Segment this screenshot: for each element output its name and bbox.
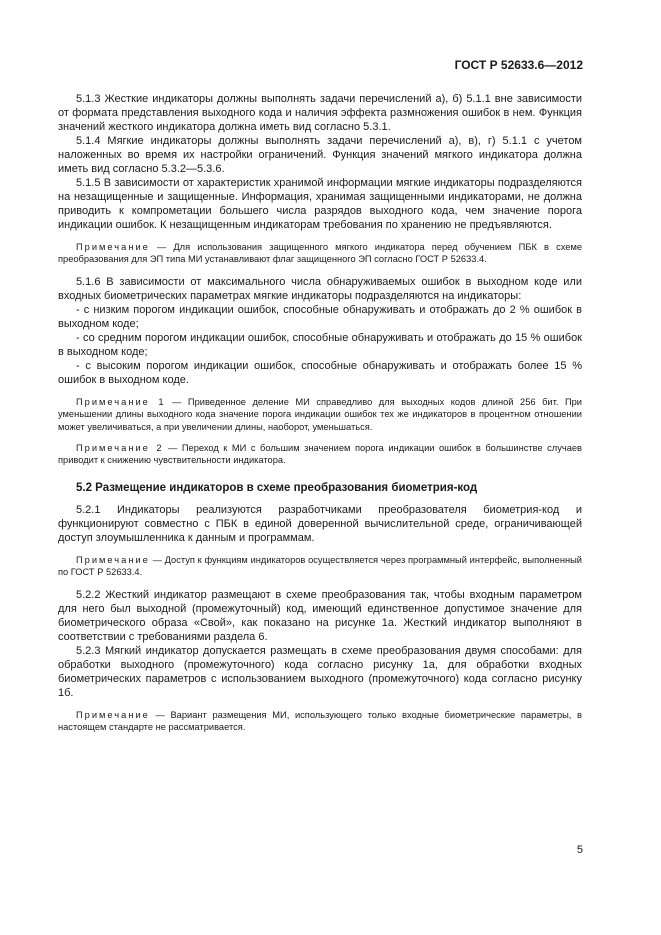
note-protected-indicator: [58, 241, 582, 266]
paragraph-5-1-3: 5.1.3 Жесткие индикаторы должны выполнять задачи перечислений а), б) 5.1.1 вне зависимости от формата представления выходного кода и наличия эффекта размножения ошибок в нем. Функция значений жесткого индикатора должна иметь вид согласно 5.3.1.: [58, 93, 582, 133]
note-label: Примечание: [76, 242, 150, 252]
paragraph-5-1-6: 5.1.6 В зависимости от максимального числа обнаруживаемых ошибок в выходном коде или входных биометрических параметрах мягкие индикаторы подразделяются на индикаторы:: [58, 275, 582, 302]
list-item-low-threshold: - с низким порогом индикации ошибок, способные обнаруживать и отображать до 2 % ошибок в выходном коде;: [58, 303, 582, 330]
paragraph-5-2-2: 5.2.2 Жесткий индикатор размещают в схеме преобразования так, чтобы входным параметром для него был выходной (промежуточный) код, имеющий единственное допустимое значение для биометрического образа «Свой», как показано на рисунке 1а. Жесткий индикатор выполняют в соответствии с требованиями раздела 6.: [58, 588, 582, 643]
paragraph-5-2-1: 5.2.1 Индикаторы реализуются разработчиками преобразователя биометрия-код и функционируют совместно с ПБК в единой доверенной вычислительной среде, ограничивающей доступ злоумышленника к данным и программам.: [58, 503, 582, 544]
note-text: — Переход к МИ с большим значением порога индикации ошибок в большинстве случаев приводит к снижению чувствительности индикатора.: [58, 443, 582, 466]
note-text: — Приведенное деление МИ справедливо для выходных кодов длиной 256 бит. При уменьшении длины выходного кода значение порога индикации ошибок тех же индикаторов в процентном отношении может увеличиваться, а при увеличении длины, наоборот, уменьшаться.: [58, 396, 582, 432]
note-label: Примечание 1: [76, 396, 166, 407]
document-body: [58, 92, 582, 742]
document-code: ГОСТ Р 52633.6—2012: [454, 58, 583, 72]
paragraph-5-2-3: 5.2.3 Мягкий индикатор допускается размещать в схеме преобразования двумя способами: для обработки выходного (промежуточного) кода согласно рисунку 1а, для обработки входных биометрических параметров с использованием выходного (промежуточного) кода согласно рисунку 1б.: [58, 644, 582, 699]
note-placement-variant: [58, 709, 582, 734]
note-text: — Вариант размещения МИ, использующего только входные биометрические параметры, в настоящем стандарте не рассматривается.: [58, 709, 582, 733]
page-number: 5: [576, 844, 583, 856]
note-text: — Для использования защищенного мягкого индикатора перед обучением ПБК в схеме преобразования для ЭП типа МИ устанавливают флаг защищенного ЭП согласно ГОСТ Р 52633.4.: [58, 242, 582, 265]
note-label: Примечание: [76, 554, 150, 565]
note-2-sensitivity: [58, 442, 582, 467]
note-label: Примечание 2: [76, 443, 164, 454]
paragraph-5-1-4: 5.1.4 Мягкие индикаторы должны выполнять задачи перечислений а), в), г) 5.1.1 с учетом наложенных во время их настройки ограничений. Функция значений мягкого индикатора должна иметь вид согласно 5.3.2—5.3.6.: [58, 135, 582, 175]
section-heading-5-2: 5.2 Размещение индикаторов в схеме преобразования биометрия-код: [76, 481, 478, 494]
list-item-high-threshold: - с высоким порогом индикации ошибок, способные обнаруживать и отображать более 15 % ошибок в выходном коде.: [58, 359, 582, 386]
note-label: Примечание: [76, 709, 150, 720]
note-text: — Доступ к функциям индикаторов осуществляется через программный интерфейс, выполненный по ГОСТ Р 52633.4.: [58, 554, 582, 578]
note-1-code-length: [58, 396, 582, 433]
list-item-medium-threshold: - со средним порогом индикации ошибок, способные обнаруживать и отображать до 15 % ошибок в выходном коде;: [58, 331, 582, 358]
paragraph-5-1-5: 5.1.5 В зависимости от характеристик хранимой информации мягкие индикаторы подразделяются на незащищенные и защищенные. Информация, хранимая защищенными индикаторами, не должна приводить к компрометации большего числа разрядов выходного кода, чем значение порога индикации ошибок. К незащищенным индикаторам требования по хранению не предъявляются.: [58, 177, 582, 231]
note-indicator-access: [58, 554, 582, 579]
